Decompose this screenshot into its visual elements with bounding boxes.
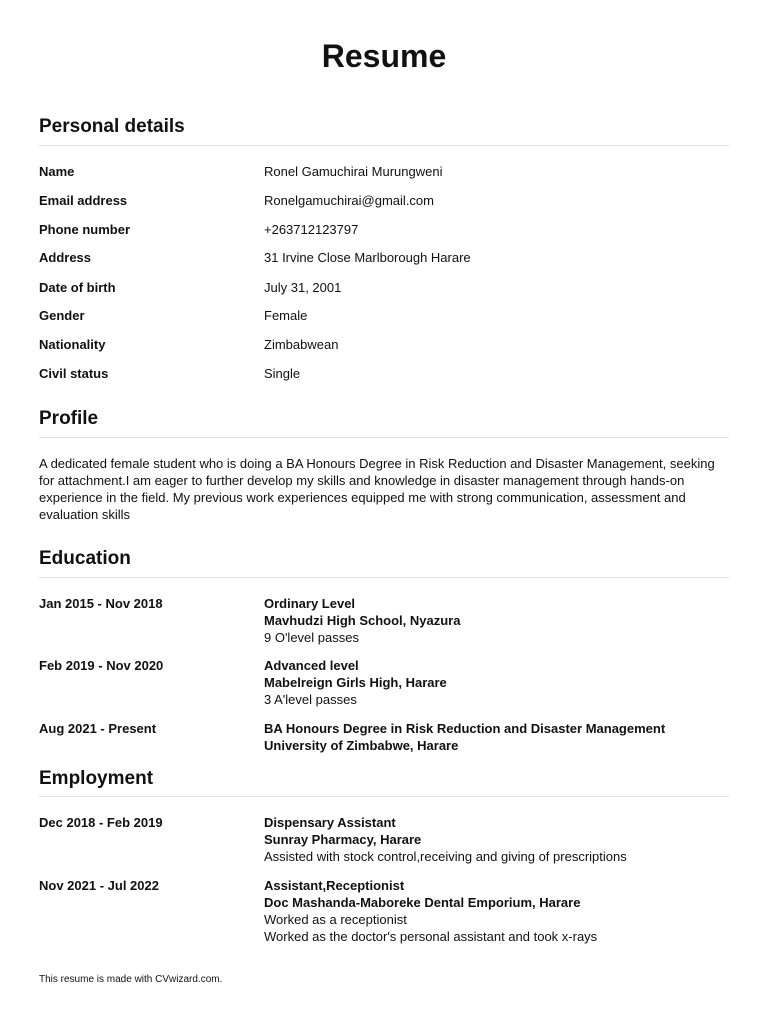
employment-section	[39, 767, 729, 791]
employment-org: Doc Mashanda-Maboreke Dental Emporium, Harare	[264, 895, 581, 910]
personal-details-heading: Personal details	[39, 116, 185, 137]
education-dates: Feb 2019 - Nov 2020	[39, 658, 164, 673]
personal-value: Ronelgamuchirai@gmail.com	[264, 193, 434, 208]
personal-value: July 31, 2001	[264, 280, 342, 295]
education-details	[264, 657, 729, 708]
education-detail-line: 9 O'level passes	[264, 630, 359, 645]
education-detail-line: 3 A'level passes	[264, 692, 357, 707]
employment-divider	[39, 796, 729, 797]
education-title: BA Honours Degree in Risk Reduction and Disaster Management	[264, 721, 666, 736]
employment-org: Sunray Pharmacy, Harare	[264, 832, 422, 847]
personal-label: Name	[39, 164, 75, 179]
personal-value: 31 Irvine Close Marlborough Harare	[264, 250, 471, 265]
profile-text: A dedicated female student who is doing a BA Honours Degree in Risk Reduction and Disaster Management, seeking for attachment.I am eager to further develop my skills and knowledge in disaster management through hands-on experience in the field. My previous work experiences equipped me with strong communication, assessment and evaluation skills	[39, 456, 715, 522]
personal-label: Address	[39, 250, 92, 265]
personal-value: Single	[264, 366, 301, 381]
employment-title: Assistant,Receptionist	[264, 878, 405, 893]
education-dates: Aug 2021 - Present	[39, 721, 157, 736]
employment-detail-line: Worked as a receptionist	[264, 912, 407, 927]
education-details	[264, 595, 729, 646]
education-divider	[39, 577, 729, 578]
education-title: Advanced level	[264, 658, 359, 673]
personal-details-divider	[39, 145, 729, 146]
personal-label: Nationality	[39, 337, 106, 352]
education-dates: Jan 2015 - Nov 2018	[39, 596, 163, 611]
education-title: Ordinary Level	[264, 596, 356, 611]
footer-credit: This resume is made with CVwizard.com.	[39, 974, 223, 985]
personal-value: +263712123797	[264, 222, 359, 237]
profile-divider	[39, 437, 729, 438]
education-details	[264, 720, 729, 754]
employment-details	[264, 877, 729, 945]
personal-label: Date of birth	[39, 280, 116, 295]
personal-value: Ronel Gamuchirai Murungweni	[264, 164, 443, 179]
personal-label: Phone number	[39, 222, 131, 237]
employment-details	[264, 814, 729, 865]
education-org: University of Zimbabwe, Harare	[264, 738, 459, 753]
employment-title: Dispensary Assistant	[264, 815, 396, 830]
education-org: Mavhudzi High School, Nyazura	[264, 613, 461, 628]
employment-dates: Nov 2021 - Jul 2022	[39, 878, 159, 893]
employment-dates: Dec 2018 - Feb 2019	[39, 815, 163, 830]
profile-heading: Profile	[39, 408, 99, 429]
personal-label: Gender	[39, 308, 85, 323]
page-title: Resume	[321, 38, 447, 74]
employment-heading: Employment	[39, 768, 154, 789]
education-heading: Education	[39, 548, 131, 569]
personal-value: Female	[264, 308, 308, 323]
personal-label: Email address	[39, 193, 128, 208]
education-section	[39, 547, 729, 571]
employment-detail-line: Assisted with stock control,receiving and giving of prescriptions	[264, 849, 627, 864]
personal-value: Zimbabwean	[264, 337, 339, 352]
profile-section	[39, 407, 729, 431]
education-org: Mabelreign Girls High, Harare	[264, 675, 447, 690]
employment-detail-line: Worked as the doctor's personal assistant and took x-rays	[264, 929, 598, 944]
personal-label: Civil status	[39, 366, 109, 381]
personal-details-section	[39, 115, 729, 139]
